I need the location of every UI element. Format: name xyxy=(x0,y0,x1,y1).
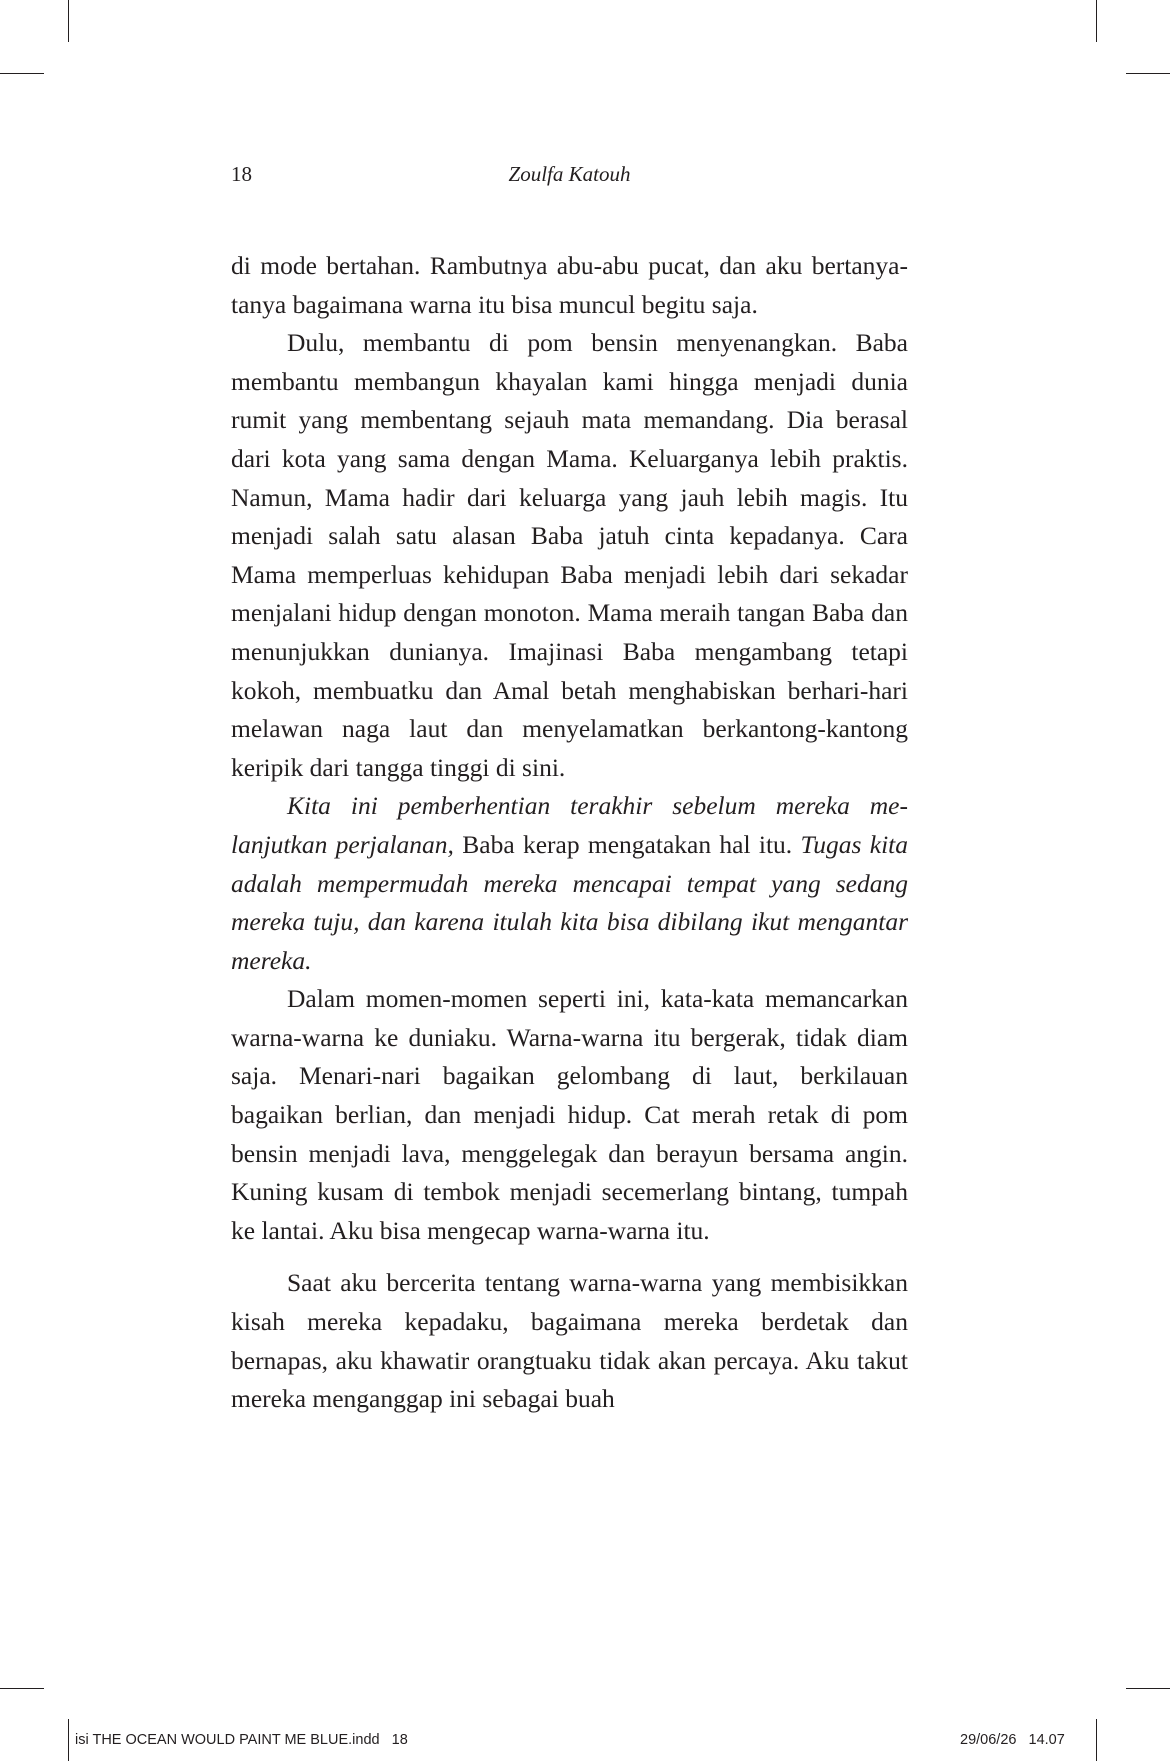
paragraph-3 xyxy=(231,787,908,980)
crop-mark-top-right xyxy=(1096,0,1097,42)
crop-mark-bottom-right xyxy=(1096,1719,1097,1761)
paragraph-5: Saat aku bercerita tentang warna-warna yang membisikkan kisah mereka kepadaku, bagaimana mereka berdetak dan bernapas, aku khawatir orangtuaku tidak akan percaya. Aku takut mereka menganggap ini sebagai buah xyxy=(231,1268,908,1414)
author-name: Zoulfa Katouh xyxy=(508,162,631,186)
paragraph-1: di mode bertahan. Rambutnya abu-abu pucat, dan aku bertanya-tanya bagaimana warna itu bisa muncul begitu saja. xyxy=(231,251,908,319)
slug-timestamp: 29/06/26 14.07 xyxy=(960,1732,1065,1748)
crop-mark-left-top xyxy=(0,73,44,74)
slug-filename: isi THE OCEAN WOULD PAINT ME BLUE.indd 18 xyxy=(75,1732,408,1748)
crop-mark-bottom-left xyxy=(68,1719,69,1761)
crop-mark-left-bottom xyxy=(0,1688,44,1689)
paragraph-2: Dulu, membantu di pom bensin menyenangkan. Baba membantu membangun khayalan kami hingga menjadi dunia rumit yang membentang sejauh mata memandang. Dia berasal dari kota yang sama dengan Mama. Keluarganya lebih praktis. Namun, Mama hadir dari keluarga yang jauh lebih magis. Itu menjadi salah satu alasan Baba jatuh cinta kepadanya. Cara Mama memperluas kehidupan Baba menjadi lebih dari sekadar menjalani hidup dengan monoton. Mama meraih tangan Baba dan menunjukkan dunianya. Imajinasi Baba mengambang tetapi kokoh, membuatku dan Amal betah menghabiskan berhari-hari melawan naga laut dan menyelamatkan berkantong-kantong keripik dari tangga tinggi di sini. xyxy=(231,328,908,782)
body-text xyxy=(231,247,908,1419)
paragraph-4: Dalam momen-momen seperti ini, kata-kata memancarkan warna-warna ke duniaku. Warna-warna itu bergerak, tidak diam saja. Menari-nari bagaikan gelombang di laut, berkilauan bagaikan berlian, dan menjadi hidup. Cat merah retak di pom bensin menjadi lava, menggelegak dan berayun bersama angin. Kuning kusam di tembok menjadi secemerlang bintang, tumpah ke lantai. Aku bisa mengecap warna-warna itu. xyxy=(231,984,908,1245)
running-head xyxy=(231,162,908,192)
crop-mark-right-bottom xyxy=(1126,1688,1170,1689)
page-number: 18 xyxy=(231,162,252,186)
crop-mark-right-top xyxy=(1126,73,1170,74)
roman-text: Baba kerap mengatakan hal itu. xyxy=(453,829,801,859)
crop-mark-top-left xyxy=(68,0,69,42)
italic-quote-2: Tugas kita adalah mempermudah mereka mencapai tempat yang sedang mereka tuju, dan karena itulah kita bisa dibilang ikut mengantar mereka. xyxy=(231,829,909,975)
italic-quote-1: Kita ini pemberhentian terakhir sebelum mereka melanjutkan perjalanan, xyxy=(231,791,908,859)
